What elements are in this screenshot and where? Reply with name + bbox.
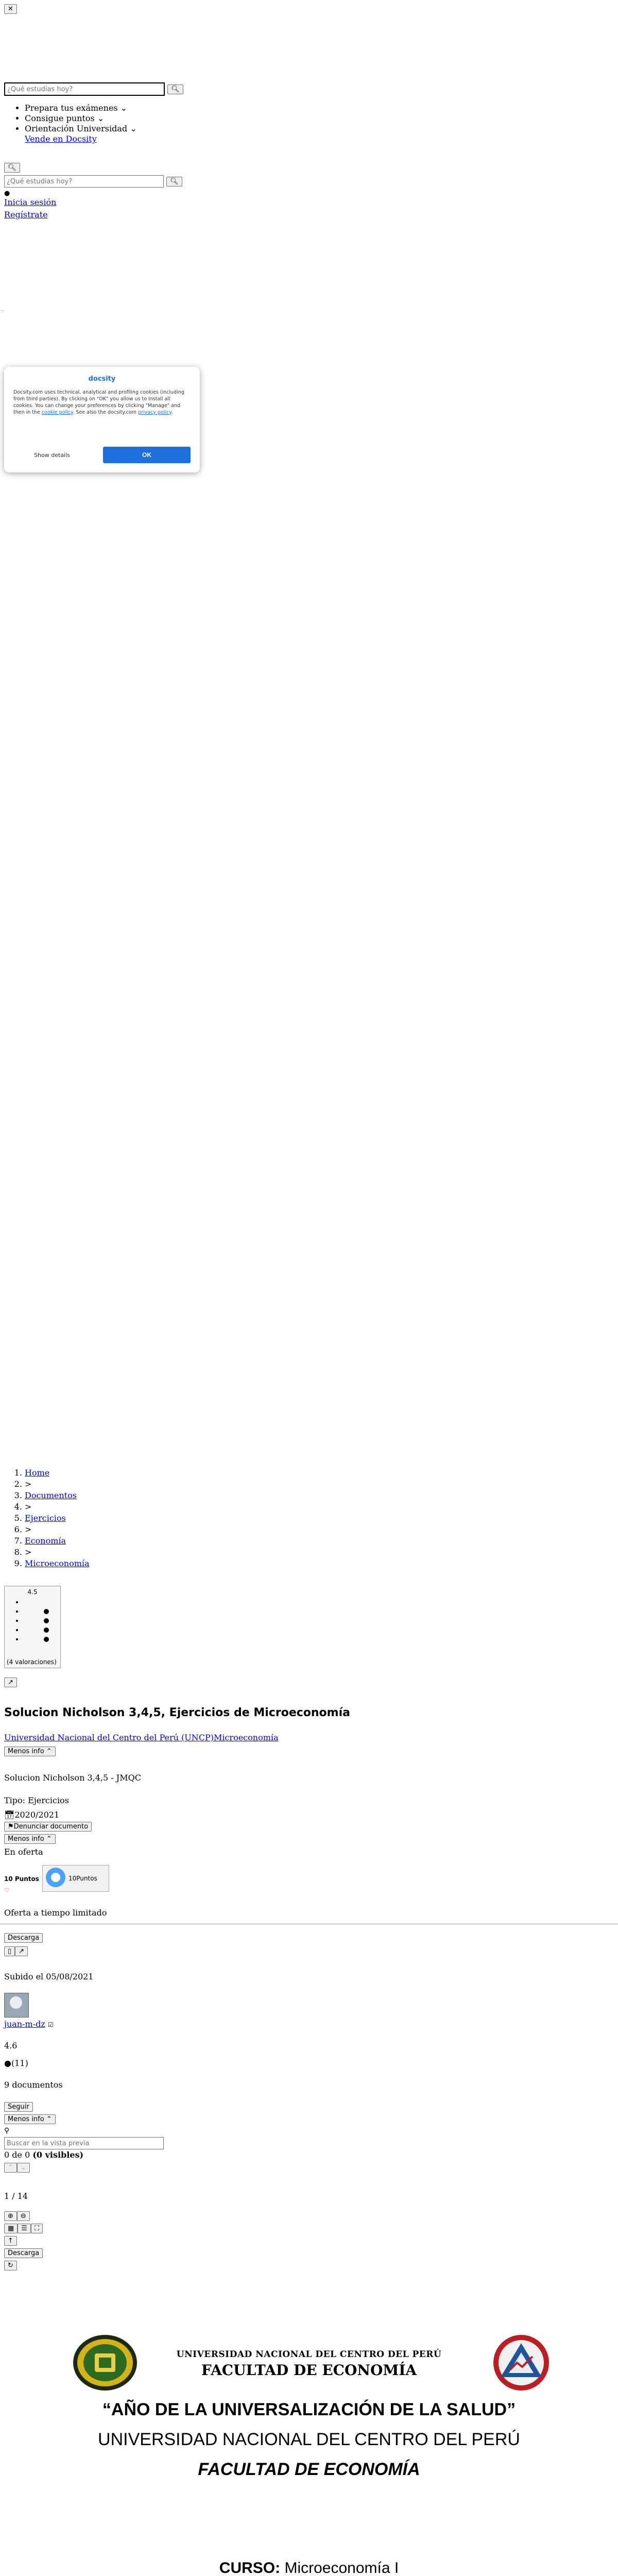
star-icon bbox=[23, 1625, 60, 1635]
download-button-2[interactable]: Descarga bbox=[4, 2248, 43, 2258]
share-button[interactable] bbox=[4, 1677, 17, 1687]
fullscreen-icon: ⛶ bbox=[34, 2225, 40, 2232]
search-icon: ⚲ bbox=[4, 2127, 10, 2135]
cookie-text: Docsity.com uses technical, analytical and profiling cookies (including from third parties). By clicking on "OK" you allow us to install all cookies. You can change your preferences by clicking "Manage" and then in the cookie policy. See also the docsity.com privacy policy. bbox=[13, 389, 184, 415]
cookie-ok-button[interactable]: OK bbox=[103, 447, 191, 463]
list-icon: ☰ bbox=[21, 2225, 27, 2232]
prev-result-button[interactable] bbox=[4, 2163, 17, 2173]
privacy-policy-link[interactable]: privacy policy bbox=[138, 410, 171, 415]
course-link[interactable]: Microeconomía bbox=[213, 1733, 279, 1742]
breadcrumb-item bbox=[25, 1513, 90, 1524]
flag-icon: ⚑ bbox=[8, 1823, 14, 1831]
user-icon[interactable]: ● bbox=[4, 190, 10, 197]
zoom-in-button[interactable] bbox=[4, 2211, 17, 2221]
points-badge[interactable]: 10Puntos bbox=[42, 1865, 109, 1892]
coin-icon bbox=[46, 1868, 65, 1887]
calendar-icon: 📅︎ bbox=[4, 1810, 15, 1820]
preview-faculty-header: FACULTAD DE ECONOMÍA bbox=[201, 2362, 417, 2379]
breadcrumb-economia[interactable]: Economía bbox=[25, 1536, 66, 1546]
chevron-up-icon: ⌃ bbox=[8, 2164, 13, 2172]
secondary-search bbox=[4, 175, 182, 188]
chevron-down-icon: ⌄ bbox=[20, 2164, 26, 2172]
nav-menu bbox=[4, 103, 137, 144]
author-link[interactable]: juan-m-dz bbox=[4, 2019, 45, 2029]
zoom-controls bbox=[4, 2210, 30, 2221]
document-type: Tipo: Ejercicios bbox=[4, 1795, 69, 1805]
bookmark-icon: ▯ bbox=[8, 1947, 12, 1955]
chevron-down-icon: ⌄ bbox=[120, 103, 128, 113]
breadcrumb-item bbox=[25, 1558, 90, 1569]
search-results: 0 de 0 (0 visibles) bbox=[4, 2150, 84, 2160]
chevron-up-icon: ⌃ bbox=[46, 1835, 52, 1843]
rotate-button[interactable] bbox=[4, 2261, 17, 2270]
preview-university-name: UNIVERSIDAD NACIONAL DEL CENTRO DEL PERÚ bbox=[98, 2430, 520, 2449]
author-reviews: ●(11) bbox=[4, 2058, 28, 2068]
search-toggle-button[interactable] bbox=[4, 163, 20, 173]
arrow-up-icon: ↑ bbox=[8, 2237, 13, 2245]
chevron-up-icon: ⌃ bbox=[46, 1748, 52, 1755]
menu-item-points[interactable]: • Consigue puntos ⌄ bbox=[25, 113, 137, 124]
search-icon: 🔍︎ bbox=[171, 85, 180, 93]
save-button[interactable] bbox=[4, 1946, 15, 1956]
sell-link[interactable]: Vende en Docsity bbox=[25, 134, 97, 144]
download-actions bbox=[4, 1945, 28, 1956]
breadcrumb-item bbox=[25, 1467, 90, 1479]
share-icon: ↗ bbox=[19, 1947, 25, 1955]
fullscreen-button[interactable] bbox=[31, 2224, 43, 2233]
preview-year-motto: “AÑO DE LA UNIVERSALIZACIÓN DE LA SALUD” bbox=[102, 2400, 516, 2419]
page-indicator: 1 / 14 bbox=[4, 2191, 28, 2201]
follow-button[interactable]: Seguir bbox=[4, 2102, 33, 2112]
preview-search-input[interactable] bbox=[4, 2137, 164, 2149]
university-link[interactable]: Universidad Nacional del Centro del Perú (UNCP) bbox=[4, 1733, 214, 1742]
zoom-out-icon: ⊖ bbox=[20, 2212, 26, 2220]
star-icon bbox=[23, 1607, 60, 1616]
offer-label: En oferta bbox=[4, 1847, 43, 1857]
star-icon bbox=[23, 1635, 60, 1644]
share-button-2[interactable] bbox=[15, 1946, 28, 1956]
search-button-2[interactable] bbox=[166, 177, 182, 187]
share-icon: ↗ bbox=[8, 1679, 13, 1686]
points-price: 10 Puntos bbox=[4, 1875, 39, 1883]
search-icon: 🔍︎ bbox=[170, 177, 179, 185]
search-button[interactable] bbox=[167, 84, 183, 94]
chevron-up-icon: ⌃ bbox=[46, 2115, 52, 2123]
login-link[interactable]: Inicia sesión bbox=[4, 197, 57, 207]
menu-item-exams[interactable]: • Prepara tus exámenes ⌄ bbox=[25, 103, 137, 113]
avatar[interactable] bbox=[4, 1993, 29, 2018]
breadcrumb-microeconomia[interactable]: Microeconomía bbox=[25, 1558, 90, 1568]
rotate-icon: ↻ bbox=[8, 2262, 13, 2269]
points-offer bbox=[4, 1863, 107, 1894]
star-icon bbox=[23, 1616, 60, 1625]
download-button[interactable]: Descarga bbox=[4, 1933, 43, 1943]
uploaded-date: Subido el 05/08/2021 bbox=[4, 1972, 94, 1981]
preview-faculty-name: FACULTAD DE ECONOMÍA bbox=[198, 2460, 420, 2479]
breadcrumb-item bbox=[25, 1490, 90, 1501]
close-button[interactable] bbox=[4, 4, 17, 14]
document-preview-page bbox=[0, 2277, 618, 2576]
ad-marker: . bbox=[2, 307, 4, 312]
result-nav bbox=[4, 2162, 30, 2173]
report-button[interactable]: ⚑Denunciar documento bbox=[4, 1822, 92, 1832]
register-link[interactable]: Regístrate bbox=[4, 210, 48, 219]
breadcrumb-ejercicios[interactable]: Ejercicios bbox=[25, 1513, 66, 1523]
breadcrumb bbox=[4, 1467, 90, 1569]
grid-icon: ▦ bbox=[8, 2225, 14, 2232]
preview-course: CURSO: Microeconomía I bbox=[219, 2560, 399, 2576]
next-result-button[interactable] bbox=[17, 2163, 30, 2173]
zoom-out-button[interactable] bbox=[17, 2211, 30, 2221]
show-details-button[interactable]: Show details bbox=[34, 451, 70, 459]
star-icon bbox=[23, 1598, 60, 1607]
zoom-in-icon: ⊕ bbox=[8, 2212, 13, 2220]
preview-university-header: UNIVERSIDAD NACIONAL DEL CENTRO DEL PERÚ bbox=[176, 2349, 442, 2360]
breadcrumb-item bbox=[25, 1535, 90, 1547]
breadcrumb-separator: 6. > bbox=[25, 1524, 90, 1535]
document-description: Solucion Nicholson 3,4,5 - JMQC bbox=[4, 1773, 141, 1783]
search-bar bbox=[4, 82, 183, 96]
author-rating: 4.6 bbox=[4, 2041, 18, 2050]
author-line bbox=[4, 2019, 54, 2030]
view-controls bbox=[4, 2223, 43, 2233]
rating-count: (4 valoraciones) bbox=[7, 1658, 57, 1666]
grid-view-button[interactable] bbox=[4, 2224, 18, 2233]
more-info-button-2[interactable]: Menos info ⌃ bbox=[4, 1834, 56, 1844]
page-title: Solucion Nicholson 3,4,5, Ejercicios de Microeconomía bbox=[4, 1706, 350, 1719]
academic-year: 📅︎2020/2021 bbox=[4, 1810, 60, 1820]
heart-icon[interactable]: ♡ bbox=[4, 1887, 10, 1894]
print-button[interactable] bbox=[4, 2236, 17, 2246]
rating-widget bbox=[4, 1586, 61, 1668]
cookie-banner bbox=[4, 367, 200, 472]
verified-icon: ☑ bbox=[47, 2021, 54, 2028]
star-icon: ● bbox=[4, 2058, 11, 2068]
institution-links bbox=[4, 1732, 279, 1743]
list-view-button[interactable] bbox=[18, 2224, 31, 2233]
rating-score: 4.5 bbox=[27, 1588, 38, 1596]
author-docs-count: 9 documentos bbox=[4, 2080, 63, 2090]
chevron-down-icon: ⌄ bbox=[97, 113, 105, 123]
breadcrumb-separator: 2. > bbox=[25, 1479, 90, 1490]
more-info-button[interactable]: Menos info ⌃ bbox=[4, 1747, 56, 1756]
breadcrumb-home[interactable]: Home bbox=[25, 1468, 50, 1478]
search-input[interactable] bbox=[4, 82, 165, 96]
search-input-2[interactable] bbox=[4, 175, 164, 188]
search-icon: 🔍︎ bbox=[8, 164, 16, 172]
limited-offer: Oferta a tiempo limitado bbox=[4, 1908, 107, 1918]
close-icon: ✕ bbox=[8, 5, 13, 13]
docsity-logo: docsity bbox=[88, 375, 116, 383]
breadcrumb-separator: 8. > bbox=[25, 1547, 90, 1558]
breadcrumb-separator: 4. > bbox=[25, 1501, 90, 1513]
breadcrumb-documentos[interactable]: Documentos bbox=[25, 1490, 77, 1500]
cookie-policy-link[interactable]: cookie policy bbox=[41, 410, 73, 415]
more-info-button-3[interactable]: Menos info ⌃ bbox=[4, 2114, 56, 2124]
chevron-down-icon: ⌄ bbox=[130, 124, 137, 133]
menu-item-orientation[interactable]: • Orientación Universidad ⌄ bbox=[25, 124, 137, 134]
